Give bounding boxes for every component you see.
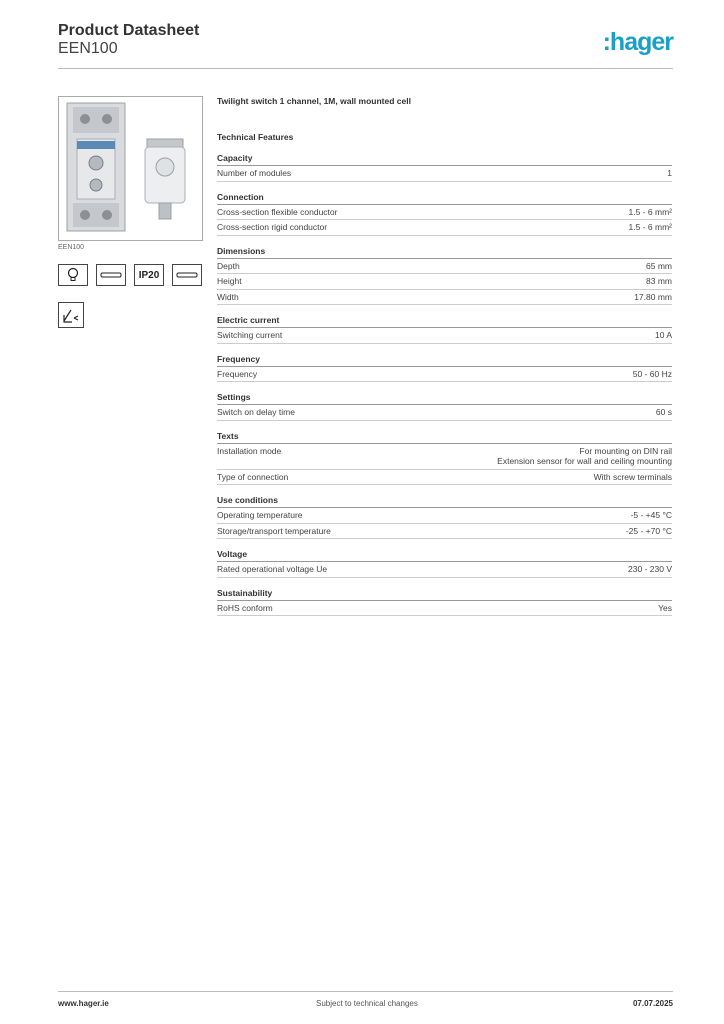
- spec-label: Width: [217, 291, 239, 302]
- spec-label: Frequency: [217, 368, 258, 379]
- spec-value: [628, 564, 672, 575]
- spec-value-line: 50 - 60 Hz: [632, 368, 672, 379]
- lamp-icon: [58, 264, 88, 286]
- spec-group-title: Settings: [217, 392, 672, 405]
- spec-value: [667, 168, 672, 179]
- product-illustration: [59, 97, 202, 240]
- spec-row: [217, 524, 672, 540]
- spec-group: [217, 315, 672, 344]
- din-rail-icon: [96, 264, 126, 286]
- spec-row: [217, 562, 672, 578]
- spec-label: Cross-section flexible conductor: [217, 206, 338, 217]
- spec-value-line: 1: [667, 168, 672, 178]
- spec-group: [217, 192, 672, 236]
- spec-group: [217, 354, 672, 383]
- spec-value-line: Yes: [658, 602, 672, 613]
- spec-group: [217, 153, 672, 182]
- footer-date: 07.07.2025: [632, 999, 673, 1008]
- spec-value-line: 17.80 mm: [634, 291, 672, 302]
- spec-group-title: Dimensions: [217, 246, 672, 259]
- spec-value-line: 65 mm: [646, 260, 672, 271]
- header-divider: [58, 68, 673, 69]
- spec-groups: [217, 153, 672, 616]
- spec-group-title: Capacity: [217, 153, 672, 166]
- spec-value: [629, 207, 672, 218]
- spec-group: [217, 549, 672, 578]
- spec-value: [594, 472, 672, 483]
- spec-label: Storage/transport temperature: [217, 525, 331, 536]
- spec-value-line: For mounting on DIN rail: [579, 445, 672, 456]
- spec-value: [646, 276, 672, 287]
- spec-value-line: 60 s: [655, 407, 672, 417]
- spec-value-line: 10 A: [654, 330, 672, 340]
- din-rail-icon-2: [172, 264, 202, 286]
- hager-logo: :hager: [602, 28, 673, 56]
- spec-value: [626, 526, 672, 537]
- spec-label: Depth: [217, 260, 240, 271]
- spec-group: [217, 495, 672, 539]
- spec-label: Switch on delay time: [217, 407, 295, 417]
- spec-label: Type of connection: [217, 471, 289, 482]
- photo-caption: EEN100: [58, 244, 85, 251]
- footer-note: Subject to technical changes: [316, 999, 418, 1008]
- spec-group: [217, 431, 672, 486]
- spec-label: Height: [217, 276, 242, 286]
- spec-label: Number of modules: [217, 168, 292, 178]
- footer-website: www.hager.ie: [58, 999, 109, 1008]
- spec-value-line: Extension sensor for wall and ceiling mounting: [497, 456, 672, 466]
- spec-row: [217, 405, 672, 421]
- spec-group-title: Frequency: [217, 354, 672, 367]
- spec-value: [656, 407, 672, 418]
- spec-group-title: Texts: [217, 431, 672, 444]
- spec-value: [497, 446, 672, 467]
- spec-value: [634, 292, 672, 303]
- spec-row: [217, 328, 672, 344]
- spec-row: [217, 220, 672, 236]
- spec-group: [217, 392, 672, 421]
- spec-value-line: 1.5 - 6 mm²: [628, 222, 672, 232]
- spec-group-title: Sustainability: [217, 588, 672, 601]
- doc-title: Product Datasheet: [58, 22, 200, 39]
- spec-value-line: 230 - 230 V: [628, 564, 672, 574]
- spec-row: [217, 166, 672, 182]
- spec-group-title: Electric current: [217, 315, 672, 328]
- technical-features-heading: Technical Features: [217, 132, 294, 142]
- spec-value-line: -25 - +70 °C: [625, 525, 672, 536]
- spec-value: [658, 603, 672, 614]
- spec-row: [217, 290, 672, 306]
- spec-value-line: 1.5 - 6 mm²: [628, 206, 672, 217]
- spec-value-line: 83 mm: [646, 276, 672, 286]
- product-name: Twilight switch 1 channel, 1M, wall mounted cell: [217, 96, 411, 106]
- spec-group-title: Voltage: [217, 549, 672, 562]
- product-photo: [58, 96, 203, 241]
- spec-label: Switching current: [217, 330, 283, 340]
- spec-label: Installation mode: [217, 445, 282, 456]
- spec-row: [217, 367, 672, 383]
- spec-row: [217, 470, 672, 486]
- page-header: [58, 22, 673, 70]
- product-code: EEN100: [58, 40, 118, 57]
- spec-label: Cross-section rigid conductor: [217, 222, 328, 232]
- spec-group: [217, 246, 672, 306]
- spec-value: [633, 369, 672, 380]
- spec-value-line: -5 - +45 °C: [630, 510, 672, 520]
- spec-value: [631, 510, 672, 521]
- spec-value: [655, 330, 672, 341]
- spec-value: [646, 261, 672, 272]
- spec-label: RoHS conform: [217, 602, 273, 613]
- twilight-sensor-icon: [58, 302, 84, 328]
- specifications-panel: [217, 96, 672, 626]
- spec-group: [217, 588, 672, 617]
- spec-group-title: Connection: [217, 192, 672, 205]
- spec-row: [217, 274, 672, 290]
- spec-row: [217, 259, 672, 275]
- spec-row: [217, 205, 672, 221]
- spec-row: [217, 601, 672, 617]
- spec-value: [629, 222, 672, 233]
- spec-row: [217, 508, 672, 524]
- spec-group-title: Use conditions: [217, 495, 672, 508]
- spec-label: Rated operational voltage Ue: [217, 564, 328, 574]
- spec-row: [217, 444, 672, 470]
- spec-value-line: With screw terminals: [593, 471, 672, 482]
- spec-label: Operating temperature: [217, 510, 303, 520]
- ip-rating-badge: IP20: [134, 264, 164, 286]
- footer-divider: [58, 991, 673, 992]
